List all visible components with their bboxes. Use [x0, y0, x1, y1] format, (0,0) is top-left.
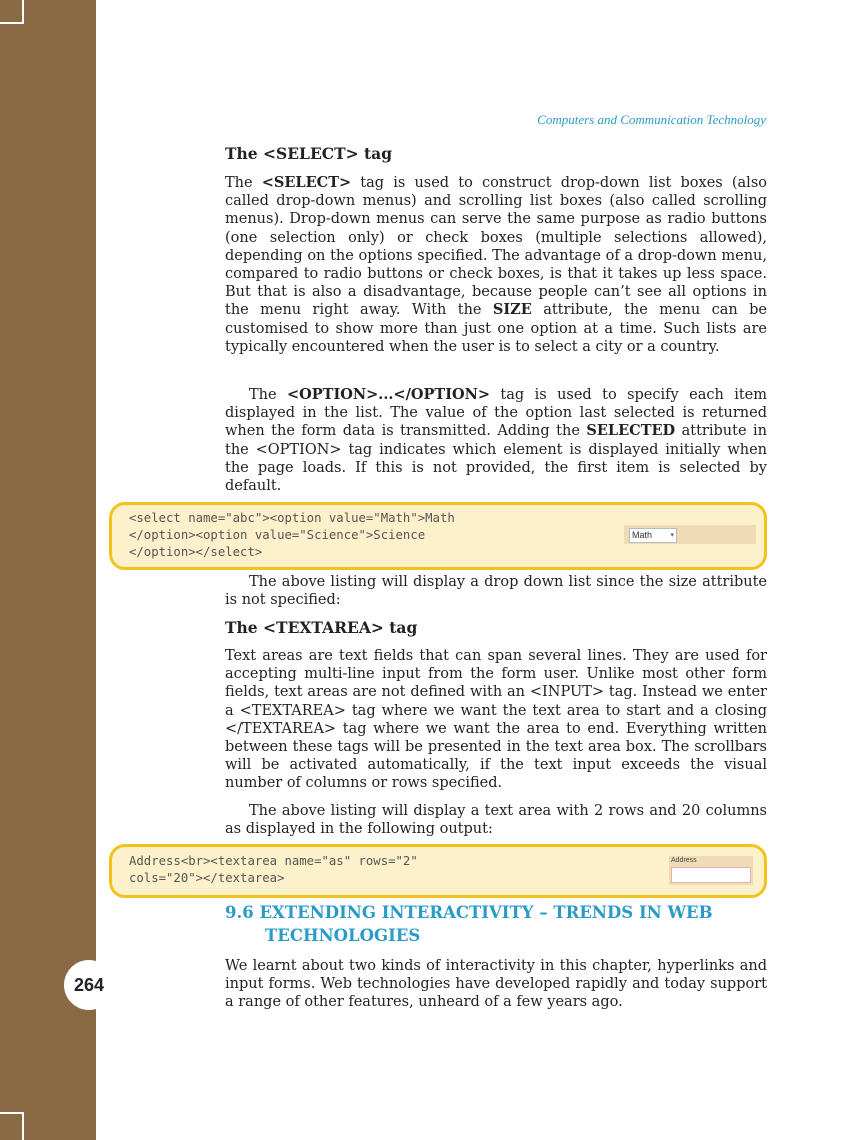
select-p2-a: The: [249, 387, 287, 403]
select-preview-dropdown[interactable]: [629, 528, 677, 543]
select-p2-c: tag is used to specify each item displayed in the list. The value of the option last selected is returned when the form data is transmitted. Adding the: [225, 387, 767, 440]
code-line: </option></select>: [129, 545, 263, 559]
section-title-line1: 9.6 EXTENDING INTERACTIVITY – TRENDS IN WEB: [225, 903, 713, 922]
select-p2-b: <OPTION>...</OPTION>: [287, 386, 491, 403]
textarea-heading: [225, 618, 767, 637]
code-box-textarea: [109, 844, 767, 898]
after-code1-paragraph: [225, 573, 767, 609]
after-code1-text: The above listing will display a drop down list since the size attribute is not specified:: [225, 574, 767, 609]
page-number: 264: [64, 960, 114, 1010]
select-preview-value: Math: [632, 530, 653, 540]
section-9-6-text: We learnt about two kinds of interactivity in this chapter, hyperlinks and input forms. Web technologies have developed rapidly and today support a range of other features, unheard of a few years ago.: [225, 958, 767, 1011]
textarea-preview-area: [669, 856, 753, 885]
textarea-paragraph-1: [225, 647, 767, 793]
select-p1-e: attribute, the menu can be customised to show more than just one option at a time. Such lists are typically encountered when the user is to select a city or a country.: [225, 302, 767, 355]
select-preview-area: [624, 525, 756, 544]
textarea-paragraph-2: [225, 802, 767, 838]
section-9-6-title: [225, 901, 770, 947]
section-title-line2: TECHNOLOGIES: [265, 926, 421, 945]
select-heading: [225, 144, 767, 163]
corner-mark-bottom: [0, 1112, 24, 1140]
textarea-p1-text: Text areas are text fields that can span several lines. They are used for accepting multi-line input from the form user. Unlike most other form fields, text areas are not defined with an <INPUT> tag. Instead we enter a <TEXTAREA> tag where we want the text area to start and a closing </TEXTAREA> tag where we want the area to end. Everything written between these tags will be presented in the text area box. The scrollbars will be activated automatically, if the text input exceeds the visual number of columns or rows specified.: [225, 648, 767, 792]
select-p2-e: attribute in the <OPTION> tag indicates which element is displayed initially when the page loads. If this is not provided, the first item is selected by default.: [225, 423, 768, 495]
textarea-p2-text: The above listing will display a text area with 2 rows and 20 columns as displayed in the following output:: [225, 803, 767, 838]
select-p1-d: SIZE: [492, 301, 532, 319]
code-line: <select name="abc"><option value="Math">Math: [129, 511, 455, 525]
select-paragraph-2: [225, 386, 767, 495]
chevron-down-icon: ▾: [670, 532, 674, 539]
textarea-heading-text: The <TEXTAREA> tag: [225, 618, 418, 637]
code-box-select: [109, 502, 767, 570]
textarea-preview-label: Address: [671, 857, 697, 864]
select-p1-b: <SELECT>: [261, 174, 352, 191]
code-line: </option><option value="Science">Science: [129, 528, 426, 542]
code-line: cols="20"></textarea>: [129, 871, 285, 885]
section-9-6-paragraph: [225, 957, 767, 1012]
select-p1-c: tag is used to construct drop-down list boxes (also called drop-down menus) and scrolling list boxes (also called scrolling menus). Drop-down menus can serve the same purpose as radio buttons (one selection only) or check boxes (multiple selections allowed), depending on the options specified. The advantage of a drop-down menu, compared to radio buttons or check boxes, is that it takes up less space. But that is also a disadvantage, because people can’t see all options in the menu right away. With the: [225, 175, 767, 319]
textarea-preview-box[interactable]: [671, 867, 751, 883]
corner-mark-top: [0, 0, 24, 24]
running-head: Computers and Communication Technology: [537, 112, 766, 127]
code-line: Address<br><textarea name="as" rows="2": [129, 854, 418, 868]
select-p1-a: The: [225, 175, 262, 191]
select-paragraph-1: [225, 174, 767, 356]
select-p2-d: SELECTED: [586, 422, 676, 440]
select-heading-text: The <SELECT> tag: [225, 144, 393, 163]
